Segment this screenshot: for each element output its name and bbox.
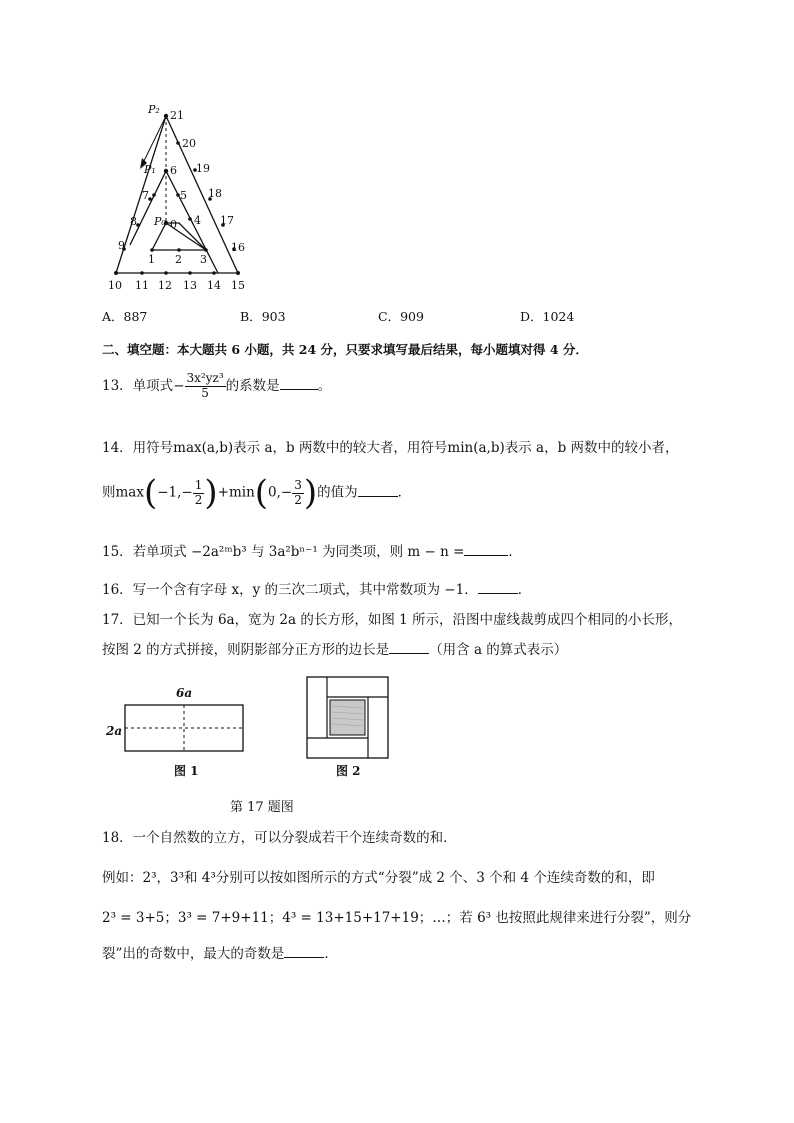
q16: 16．写一个含有字母 x，y 的三次二项式，其中常数项为 −1． ． bbox=[102, 582, 532, 598]
label-19: 19 bbox=[196, 162, 210, 175]
q18-line1: 18．一个自然数的立方，可以分裂成若干个连续奇数的和． bbox=[102, 830, 457, 846]
q16-answer-blank[interactable] bbox=[478, 593, 518, 594]
label-7: 7 bbox=[142, 189, 149, 202]
q13: 13．单项式− $\frac{\text{3x²yz³}}{5}$ 的系数是 。 bbox=[102, 371, 332, 400]
q17-line1: 17．已知一个长为 6a，宽为 2a 的长方形，如图 1 所示，沿图中虚线裁剪成四个相同的小长形， bbox=[102, 612, 682, 628]
fig2-shaded-square bbox=[330, 700, 365, 735]
option-c[interactable]: C．909 bbox=[378, 309, 424, 324]
q14-line2: 则max(−1,− $\frac{1}{2}$ )+min(0,− $\frac{3}{2}$ )的值为 ． bbox=[102, 473, 412, 513]
label-p2: P₂ bbox=[148, 103, 160, 116]
fig2 bbox=[306, 676, 390, 776]
label-p1: P₁ bbox=[144, 163, 156, 176]
fig2-caption: 图 2 bbox=[336, 764, 361, 778]
q18-line4: 裂”出的奇数中，最大的奇数是 ． bbox=[102, 946, 338, 962]
label-0: 0 bbox=[170, 218, 177, 231]
fig1 bbox=[104, 686, 244, 778]
q14-line1: 14．用符号max(a,b)表示 a，b 两数中的较大者，用符号min(a,b)表示 a，b 两数中的较小者， bbox=[102, 440, 679, 456]
label-8: 8 bbox=[130, 215, 137, 228]
label-2: 2 bbox=[175, 253, 182, 266]
q18-line2: 例如：2³，3³和 4³分别可以按如图所示的方式“分裂”成 2 个、3 个和 4 个连续奇数的和，即 bbox=[102, 870, 655, 886]
option-a[interactable]: A．887 bbox=[102, 309, 148, 324]
q13-answer-blank[interactable] bbox=[280, 389, 318, 390]
label-17: 17 bbox=[220, 214, 234, 227]
section2-header: 二、填空题：本大题共 6 小题，共 24 分，只要求填写最后结果，每小题填对得 4 分． bbox=[102, 342, 588, 357]
label-9: 9 bbox=[118, 239, 125, 252]
fig1-left-label: 2a bbox=[106, 724, 123, 738]
triangle-figure bbox=[100, 95, 260, 325]
label-3: 3 bbox=[200, 253, 207, 266]
label-4: 4 bbox=[194, 214, 201, 227]
label-1: 1 bbox=[148, 253, 155, 266]
label-15: 15 bbox=[231, 279, 245, 292]
fig1-top-label: 6a bbox=[176, 686, 193, 700]
label-18: 18 bbox=[208, 187, 222, 200]
q17-answer-blank[interactable] bbox=[389, 653, 429, 654]
label-6: 6 bbox=[170, 164, 177, 177]
option-d[interactable]: D．1024 bbox=[520, 309, 575, 324]
q15-answer-blank[interactable] bbox=[464, 555, 508, 556]
label-14: 14 bbox=[207, 279, 221, 292]
label-5: 5 bbox=[180, 189, 187, 202]
q18-line3: 2³ = 3+5；3³ = 7+9+11；4³ = 13+15+17+19；…；若 6³ 也按照此规律来进行分裂”，则分 bbox=[102, 910, 692, 926]
q17-line2: 按图 2 的方式拼接，则阴影部分正方形的边长是 （用含 a 的算式表示） bbox=[102, 642, 568, 658]
label-p0: P₀ bbox=[154, 215, 166, 228]
fig1-caption: 图 1 bbox=[174, 764, 199, 778]
q15: 15．若单项式 −2a²ᵐb³ 与 3a²bⁿ⁻¹ 为同类项，则 m − n = ． bbox=[102, 544, 522, 560]
label-12: 12 bbox=[158, 279, 172, 292]
q18-answer-blank[interactable] bbox=[284, 957, 324, 958]
q17-figure-caption: 第 17 题图 bbox=[230, 800, 294, 815]
label-21: 21 bbox=[170, 109, 184, 122]
label-13: 13 bbox=[183, 279, 197, 292]
q14-answer-blank[interactable] bbox=[358, 496, 398, 497]
label-16: 16 bbox=[231, 241, 245, 254]
label-11: 11 bbox=[135, 279, 149, 292]
label-20: 20 bbox=[182, 137, 196, 150]
option-b[interactable]: B．903 bbox=[240, 309, 286, 324]
label-10: 10 bbox=[108, 279, 122, 292]
